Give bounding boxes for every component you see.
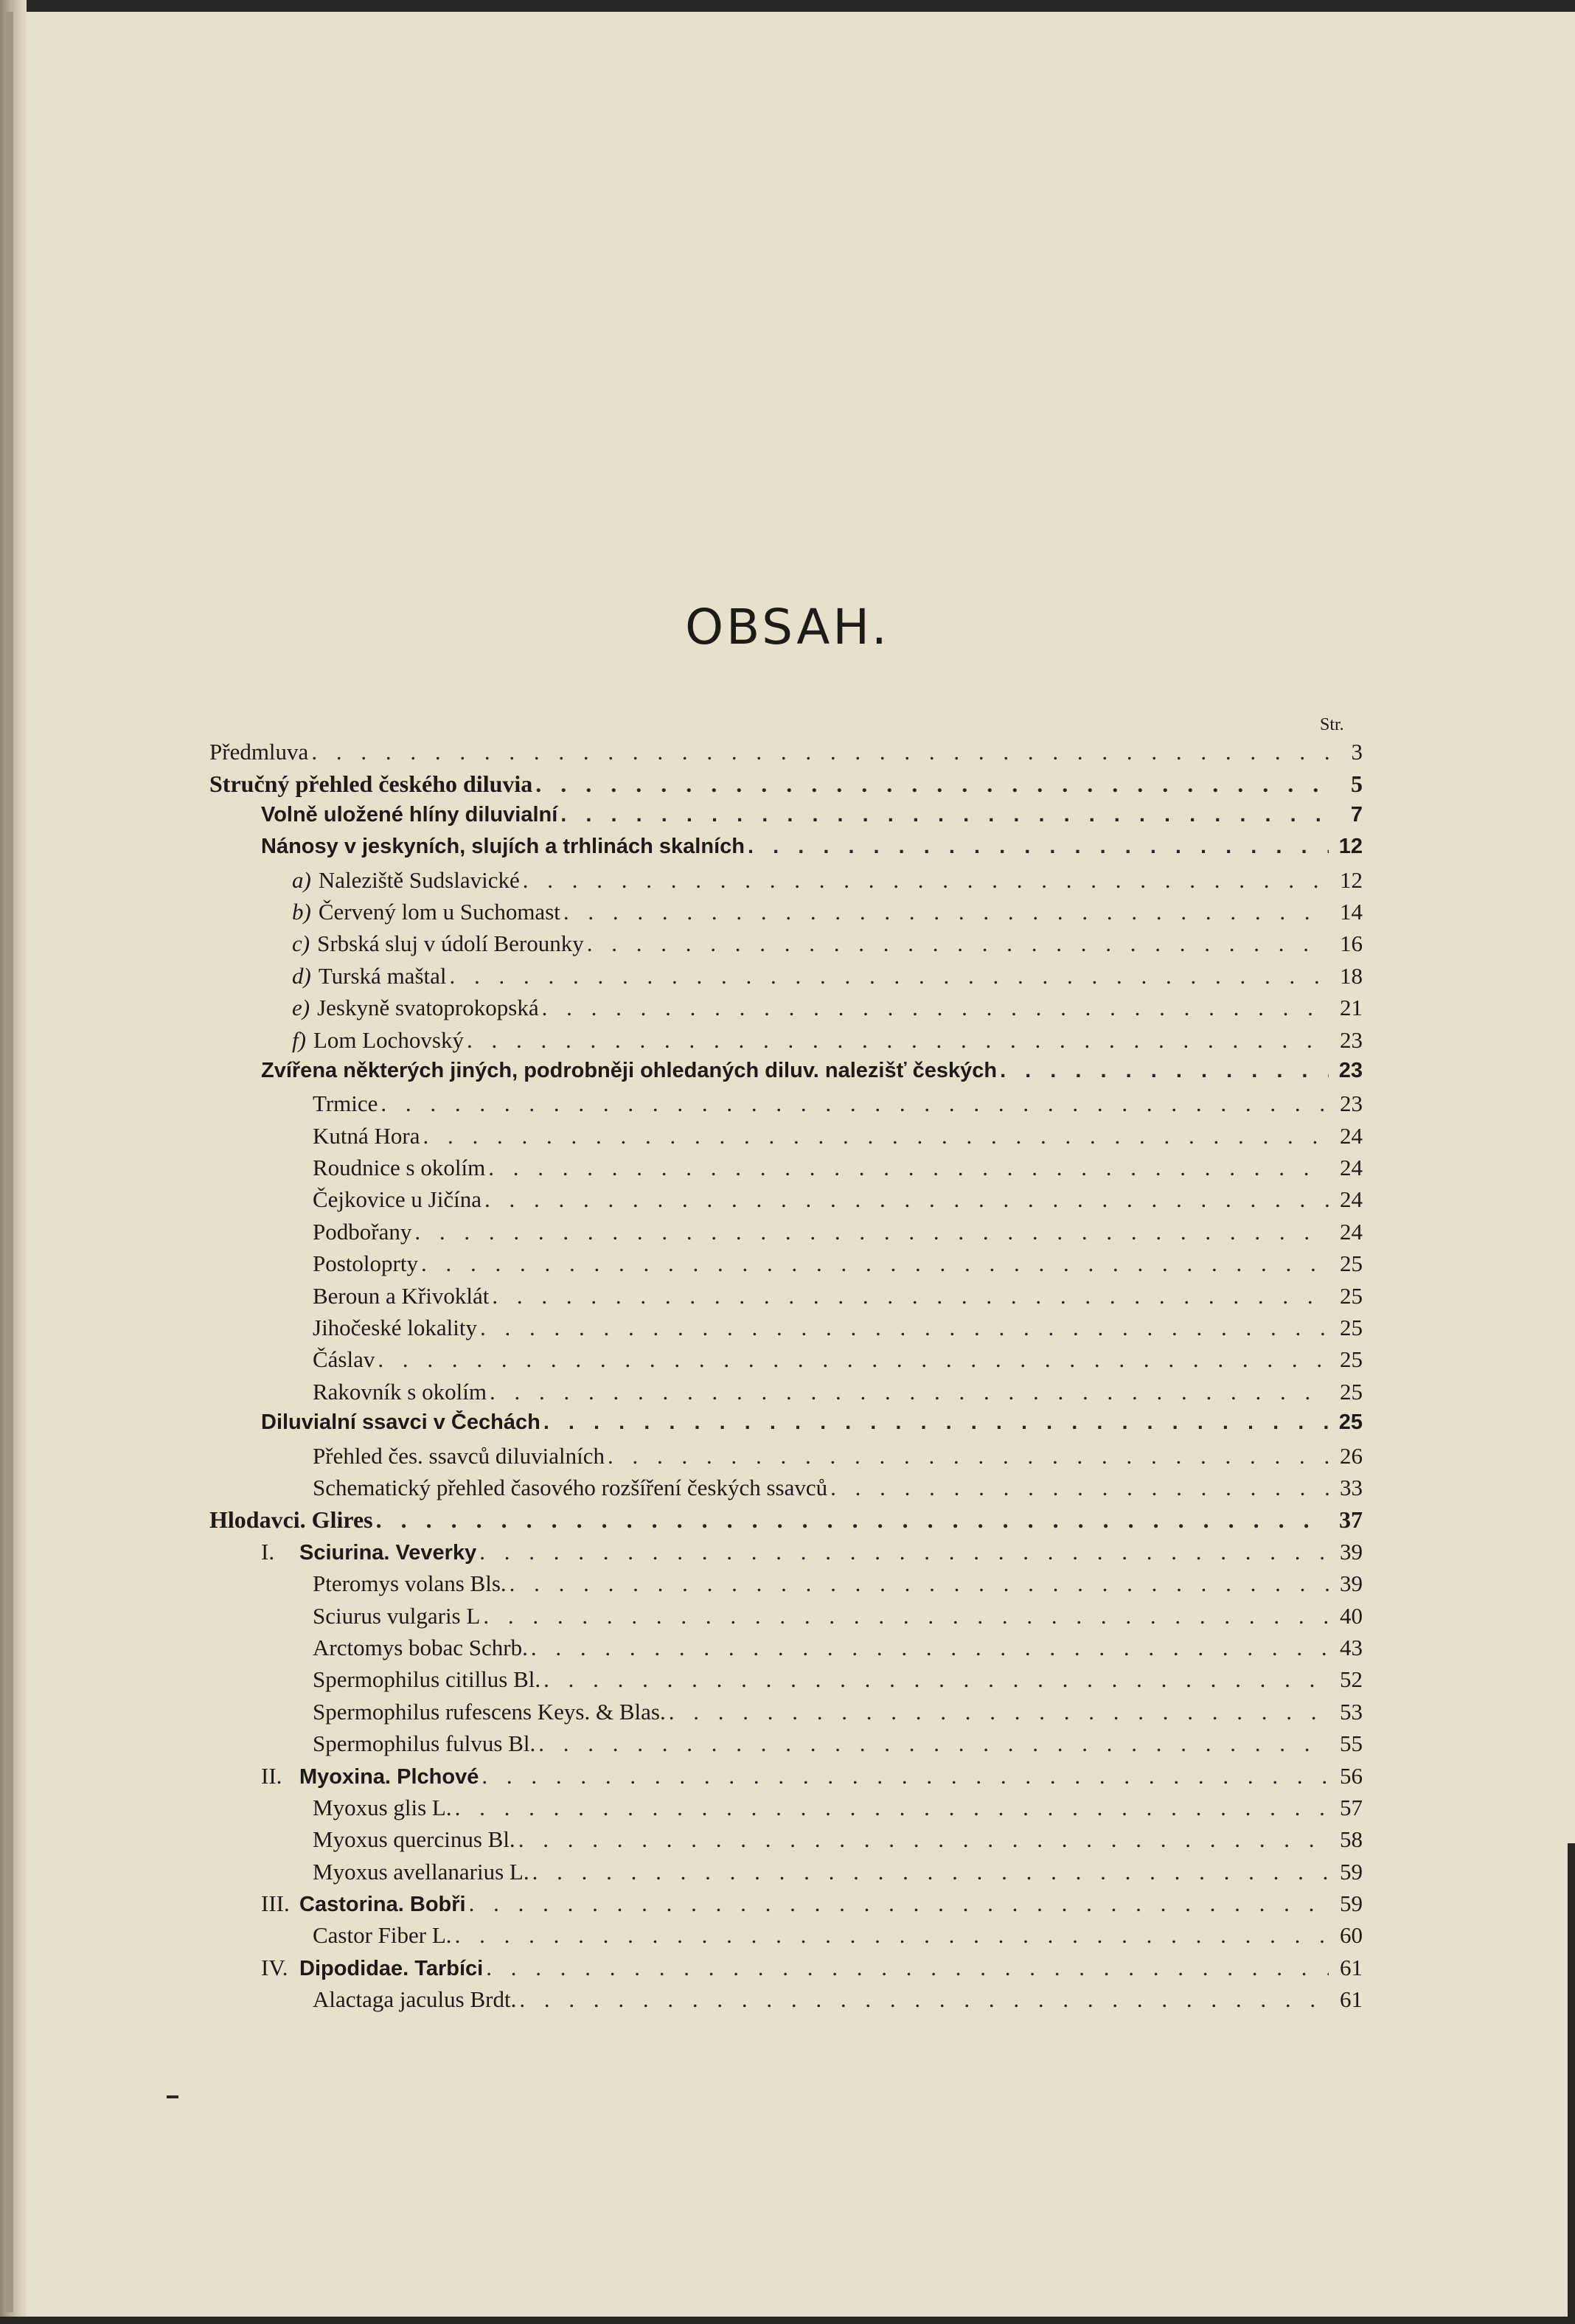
toc-entry-title: Sciurus vulgaris L [313, 1602, 481, 1629]
dot-leader [560, 803, 1329, 827]
toc-entry-page: 59 [1340, 1858, 1363, 1885]
dot-leader [311, 739, 1329, 765]
toc-entry-text: Červený lom u Suchomast [318, 898, 560, 925]
dot-leader [486, 1955, 1329, 1981]
toc-entry [209, 1986, 1363, 2018]
toc-entry-page: 24 [1340, 1186, 1363, 1213]
toc-entry [209, 1922, 1363, 1954]
toc-entry-page: 16 [1340, 930, 1363, 957]
toc-entry [209, 1859, 1363, 1890]
toc-entry-page: 24 [1340, 1218, 1363, 1245]
dot-leader [531, 1635, 1329, 1661]
toc-entry [209, 1123, 1363, 1155]
dot-leader [518, 1826, 1329, 1853]
dot-leader [587, 930, 1329, 957]
toc-entry-text: Castorina. Bobři [299, 1893, 466, 1917]
toc-entry-label: d) [292, 962, 311, 989]
toc-entry [209, 1730, 1363, 1762]
dot-leader [423, 1123, 1329, 1149]
toc-entry-title: Roudnice s okolím [313, 1155, 486, 1181]
dot-leader [380, 1090, 1329, 1117]
toc-entry-page: 25 [1340, 1282, 1363, 1309]
toc-entry-title: Myoxus glis L. [313, 1794, 452, 1820]
dot-leader [542, 995, 1329, 1021]
toc-entry-label: IV. [261, 1954, 288, 1980]
toc-entry-text: Myoxina. Plchové [299, 1764, 479, 1789]
toc-entry [209, 1795, 1363, 1826]
toc-entry [209, 1283, 1363, 1315]
toc-entry [209, 803, 1363, 835]
toc-entry-title: Podbořany [313, 1218, 412, 1245]
dot-leader [455, 1922, 1329, 1949]
dot-leader [510, 1570, 1329, 1597]
toc-entry-page: 52 [1340, 1666, 1363, 1693]
toc-entry [209, 867, 1363, 899]
toc-entry-page: 23 [1340, 1090, 1363, 1117]
toc-entry [209, 1955, 1363, 1986]
toc-entry-text: Naleziště Sudslavické [318, 866, 520, 893]
dot-leader [748, 835, 1329, 859]
toc-entry-title: Stručný přehled českého diluvia [209, 770, 533, 798]
toc-entry-label: III. [261, 1890, 290, 1917]
dot-leader [523, 867, 1329, 894]
dot-leader [481, 1763, 1329, 1789]
toc-entry [209, 1475, 1363, 1506]
dot-leader [479, 1539, 1329, 1565]
toc-entry-title: Kutná Hora [313, 1122, 420, 1149]
toc-entry-title: Jihočeské lokality [313, 1315, 477, 1341]
toc-entry-page: 12 [1340, 866, 1363, 893]
toc-entry-title [292, 899, 560, 925]
toc-entry-title [261, 1763, 479, 1789]
toc-entry-page: 39 [1340, 1538, 1363, 1565]
toc-entry-title [292, 963, 447, 989]
table-of-contents [209, 739, 1363, 2019]
toc-entry-page: 53 [1340, 1698, 1363, 1725]
toc-entry [209, 1890, 1363, 1922]
toc-entry-page: 37 [1339, 1506, 1363, 1534]
toc-entry-title: Přehled čes. ssavců diluvialních [313, 1442, 605, 1469]
toc-entry [209, 1699, 1363, 1730]
toc-entry-text: Dipodidae. Tarbíci [299, 1956, 484, 1980]
toc-entry-title: Čejkovice u Jičína [313, 1186, 481, 1213]
toc-entry-page: 33 [1340, 1474, 1363, 1500]
toc-entry-text: Lom Lochovský [313, 1026, 464, 1053]
toc-entry-page: 12 [1338, 835, 1363, 859]
dot-leader [450, 963, 1329, 989]
toc-entry-label: f) [292, 1026, 306, 1053]
toc-entry-text: Srbská sluj v údolí Berounky [317, 930, 584, 957]
dot-leader [543, 1410, 1329, 1435]
toc-entry-page: 55 [1340, 1730, 1363, 1757]
toc-entry-title: Postoloprty [313, 1250, 418, 1277]
toc-entry-title: Spermophilus rufescens Keys. & Blas. [313, 1698, 666, 1725]
page-title: OBSAH. [685, 599, 890, 655]
toc-entry-title: Pteromys volans Bls. [313, 1570, 507, 1597]
toc-entry-label: c) [292, 930, 310, 957]
page-top-edge [0, 0, 1575, 12]
toc-entry [209, 1155, 1363, 1186]
toc-entry-text: Jeskyně svatoprokopská [317, 995, 539, 1021]
dot-leader [455, 1795, 1329, 1821]
toc-entry-page: 18 [1340, 962, 1363, 989]
dot-leader [830, 1475, 1329, 1501]
ink-mark [167, 2095, 178, 2098]
toc-entry-page: 25 [1338, 1410, 1363, 1435]
binding-strip [6, 12, 13, 2312]
toc-entry-title: Myoxus avellanarius L. [313, 1858, 529, 1885]
toc-entry-page: 56 [1340, 1762, 1363, 1789]
toc-entry-title: Nánosy v jeskyních, slujích a trhlinách skalních [261, 835, 745, 859]
dot-leader [669, 1699, 1329, 1725]
toc-entry-page: 61 [1340, 1954, 1363, 1980]
toc-entry [209, 770, 1363, 802]
page-right-edge [1568, 1843, 1575, 2324]
dot-leader [490, 1379, 1329, 1405]
dot-leader [1000, 1059, 1329, 1083]
toc-entry-title: Čáslav [313, 1346, 375, 1373]
toc-entry-label: a) [292, 866, 311, 893]
toc-entry-title: Diluvialní ssavci v Čechách [261, 1410, 540, 1435]
toc-entry-text: Turská maštal [318, 962, 447, 989]
toc-entry [209, 1635, 1363, 1666]
toc-entry-title [292, 930, 584, 957]
toc-entry-page: 23 [1340, 1026, 1363, 1053]
toc-entry-page: 21 [1340, 995, 1363, 1021]
toc-entry-title: Castor Fiber L. [313, 1922, 452, 1949]
dot-leader [543, 1666, 1329, 1693]
toc-entry [209, 995, 1363, 1026]
toc-entry [209, 1027, 1363, 1059]
toc-entry [209, 1539, 1363, 1570]
toc-entry-title [292, 1027, 464, 1054]
toc-entry-title [261, 1539, 476, 1565]
toc-entry [209, 1315, 1363, 1346]
toc-entry [209, 1666, 1363, 1698]
toc-entry-page: 24 [1340, 1155, 1363, 1181]
toc-entry-title: Spermophilus fulvus Bl. [313, 1730, 536, 1757]
dot-leader [608, 1443, 1329, 1469]
toc-entry-title: Hlodavci. Glires [209, 1506, 373, 1534]
dot-leader [469, 1890, 1329, 1917]
toc-entry-page: 43 [1340, 1634, 1363, 1660]
dot-leader [535, 770, 1329, 798]
toc-entry [209, 1410, 1363, 1442]
toc-entry-title: Spermophilus citillus Bl. [313, 1666, 541, 1693]
toc-entry-title: Předmluva [209, 739, 309, 765]
toc-entry-page: 57 [1340, 1794, 1363, 1820]
page-column-header: Str. [1320, 715, 1344, 734]
toc-entry-title: Volně uložené hlíny diluvialní [261, 802, 558, 827]
toc-entry-page: 25 [1340, 1346, 1363, 1373]
toc-entry-title: Rakovník s okolím [313, 1378, 487, 1405]
toc-entry [209, 1219, 1363, 1250]
toc-entry-title [292, 867, 520, 894]
toc-entry [209, 1506, 1363, 1538]
toc-entry-page: 25 [1340, 1250, 1363, 1277]
toc-entry-text: Sciurina. Veverky [299, 1540, 477, 1565]
dot-leader [483, 1603, 1329, 1629]
dot-leader [538, 1730, 1329, 1757]
toc-entry-page: 61 [1340, 1986, 1363, 2013]
toc-entry-title [261, 1890, 466, 1917]
dot-leader [376, 1506, 1329, 1534]
toc-entry-title [292, 995, 539, 1021]
dot-leader [414, 1219, 1329, 1245]
toc-entry-page: 25 [1340, 1378, 1363, 1405]
dot-leader [532, 1859, 1329, 1885]
dot-leader [519, 1986, 1329, 2013]
toc-entry-title: Beroun a Křivoklát [313, 1282, 490, 1309]
page-bottom-edge [0, 2317, 1575, 2324]
toc-entry-page: 5 [1351, 770, 1363, 798]
toc-entry [209, 1186, 1363, 1218]
toc-entry [209, 835, 1363, 866]
toc-entry [209, 1090, 1363, 1122]
toc-entry [209, 1379, 1363, 1410]
toc-entry [209, 1603, 1363, 1635]
toc-entry-page: 26 [1340, 1442, 1363, 1469]
toc-entry [209, 1443, 1363, 1475]
toc-entry-page: 40 [1340, 1602, 1363, 1629]
dot-leader [563, 899, 1329, 925]
toc-entry-title: Arctomys bobac Schrb. [313, 1634, 528, 1660]
toc-entry-label: II. [261, 1762, 282, 1789]
toc-entry-page: 24 [1340, 1122, 1363, 1149]
toc-entry [209, 930, 1363, 962]
toc-entry-title: Zvířena některých jiných, podrobněji ohledaných diluv. nalezišť českých [261, 1058, 998, 1082]
dot-leader [484, 1186, 1329, 1213]
toc-entry-page: 59 [1340, 1890, 1363, 1917]
toc-entry [209, 1763, 1363, 1795]
toc-entry-title [261, 1955, 483, 1981]
dot-leader [492, 1283, 1329, 1309]
toc-entry-page: 7 [1350, 802, 1363, 827]
toc-entry-title: Alactaga jaculus Brdt. [313, 1986, 517, 2013]
toc-entry [209, 1826, 1363, 1858]
toc-entry-page: 14 [1340, 898, 1363, 925]
toc-entry-page: 3 [1351, 739, 1363, 765]
toc-entry [209, 899, 1363, 930]
toc-entry-page: 58 [1340, 1826, 1363, 1853]
toc-entry-page: 60 [1340, 1922, 1363, 1949]
dot-leader [421, 1250, 1329, 1277]
toc-entry [209, 1570, 1363, 1602]
dot-leader [467, 1027, 1329, 1054]
dot-leader [480, 1315, 1329, 1341]
page-binding-edge [0, 0, 27, 2324]
dot-leader [378, 1346, 1329, 1373]
toc-entry-page: 25 [1340, 1315, 1363, 1341]
toc-entry-label: e) [292, 995, 310, 1021]
dot-leader [488, 1155, 1329, 1181]
toc-entry-page: 23 [1338, 1058, 1363, 1082]
toc-entry-page: 39 [1340, 1570, 1363, 1597]
toc-entry-label: I. [261, 1538, 275, 1565]
toc-entry [209, 1250, 1363, 1282]
toc-entry [209, 1059, 1363, 1090]
toc-entry-label: b) [292, 898, 311, 925]
toc-entry-title: Trmice [313, 1090, 378, 1117]
toc-entry [209, 963, 1363, 995]
toc-entry-title: Myoxus quercinus Bl. [313, 1826, 515, 1853]
toc-entry [209, 739, 1363, 770]
toc-entry-title: Schematický přehled časového rozšíření českých ssavců [313, 1474, 828, 1500]
toc-entry [209, 1346, 1363, 1378]
